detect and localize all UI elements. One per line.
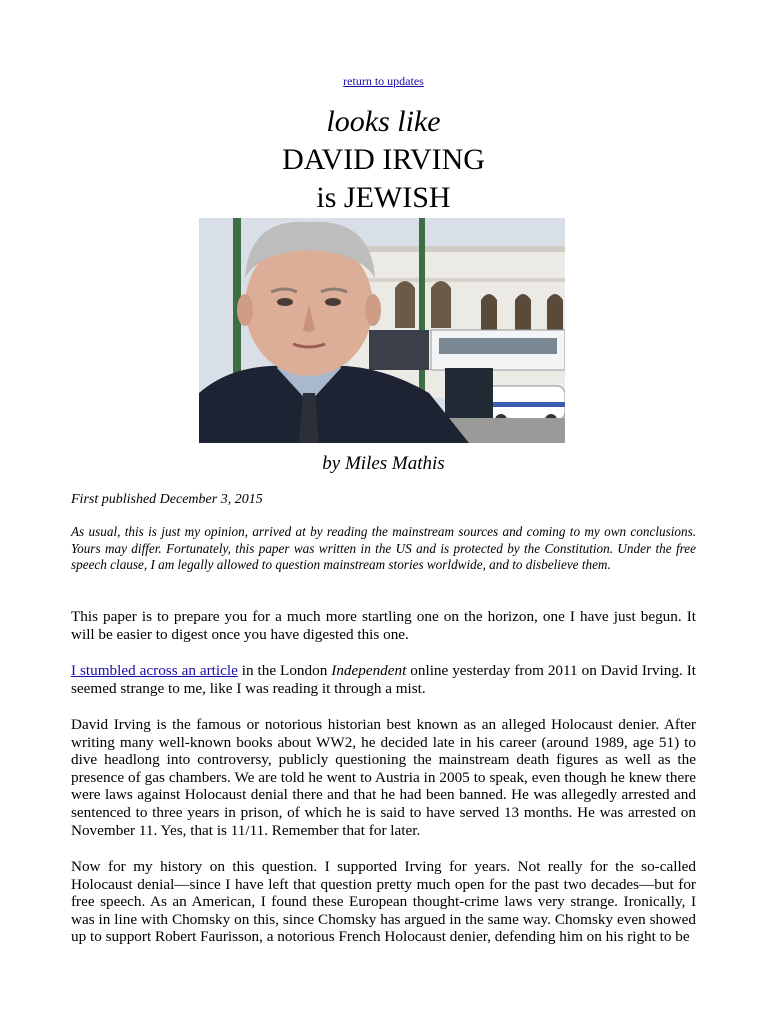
publication-name: Independent [331,662,407,679]
paragraph-author-history: Now for my history on this question. I supported Irving for years. Not really for the so-called Holocaust denial—since I have left that question pretty much open for the past two decades—but for free speech. As an American, I found these European thought-crime laws very strange. Ironically, I was in line with Chomsky on this, since Chomsky has argued in the same way. Chomsky even showed up to support Robert Faurisson, a notorious French Holocaust denier, defending him on his right to be [71,858,696,946]
paragraph-irving-background: David Irving is the famous or notorious historian best known as an alleged Holocaust denier. After writing many well-known books about WW2, he decided late in his career (around 1989, age 51) to dive headlong into controversy, publicly questioning the mainstream death figures as well as the presence of gas chambers. We are told he went to Austria in 2005 to speak, even though he knew there were laws against Holocaust denial there and that he had been banned. He was allegedly arrested and sentenced to three years in prison, of which he is said to have served 13 months. He was arrested on November 11. Yes, that is 11/11. Remember that for later. [71,716,696,839]
disclaimer-text: As usual, this is just my opinion, arrived at by reading the mainstream sources and coming to my own conclusions. Yours may differ. Fortunately, this paper was written in the US and is protected by the Constitution. Under the free speech clause, I am legally allowed to question mainstream stories worldwide, and to disbelieve them. [71,524,696,572]
byline: by Miles Mathis [322,453,445,474]
paragraph-text: online yesterday from 2011 on David Irving. It seemed strange to me, like I was reading it through a mist. [71,662,696,697]
paragraph-article-reference [71,662,696,697]
paragraph-intro: This paper is to prepare you for a much more startling one on the horizon, one I have just begun. It will be easier to digest once you have digested this one. [71,608,696,643]
portrait-photo [199,218,565,443]
article-link[interactable]: I stumbled across an article [71,662,238,679]
title-line-1: looks like [326,105,441,138]
published-date: First published December 3, 2015 [71,492,263,507]
title-line-3: is JEWISH [316,181,451,214]
return-to-updates-link[interactable]: return to updates [343,74,424,88]
portrait-photo-graphic [199,218,565,443]
title-line-2: DAVID IRVING [282,143,485,176]
paragraph-text: in the London [237,662,332,679]
